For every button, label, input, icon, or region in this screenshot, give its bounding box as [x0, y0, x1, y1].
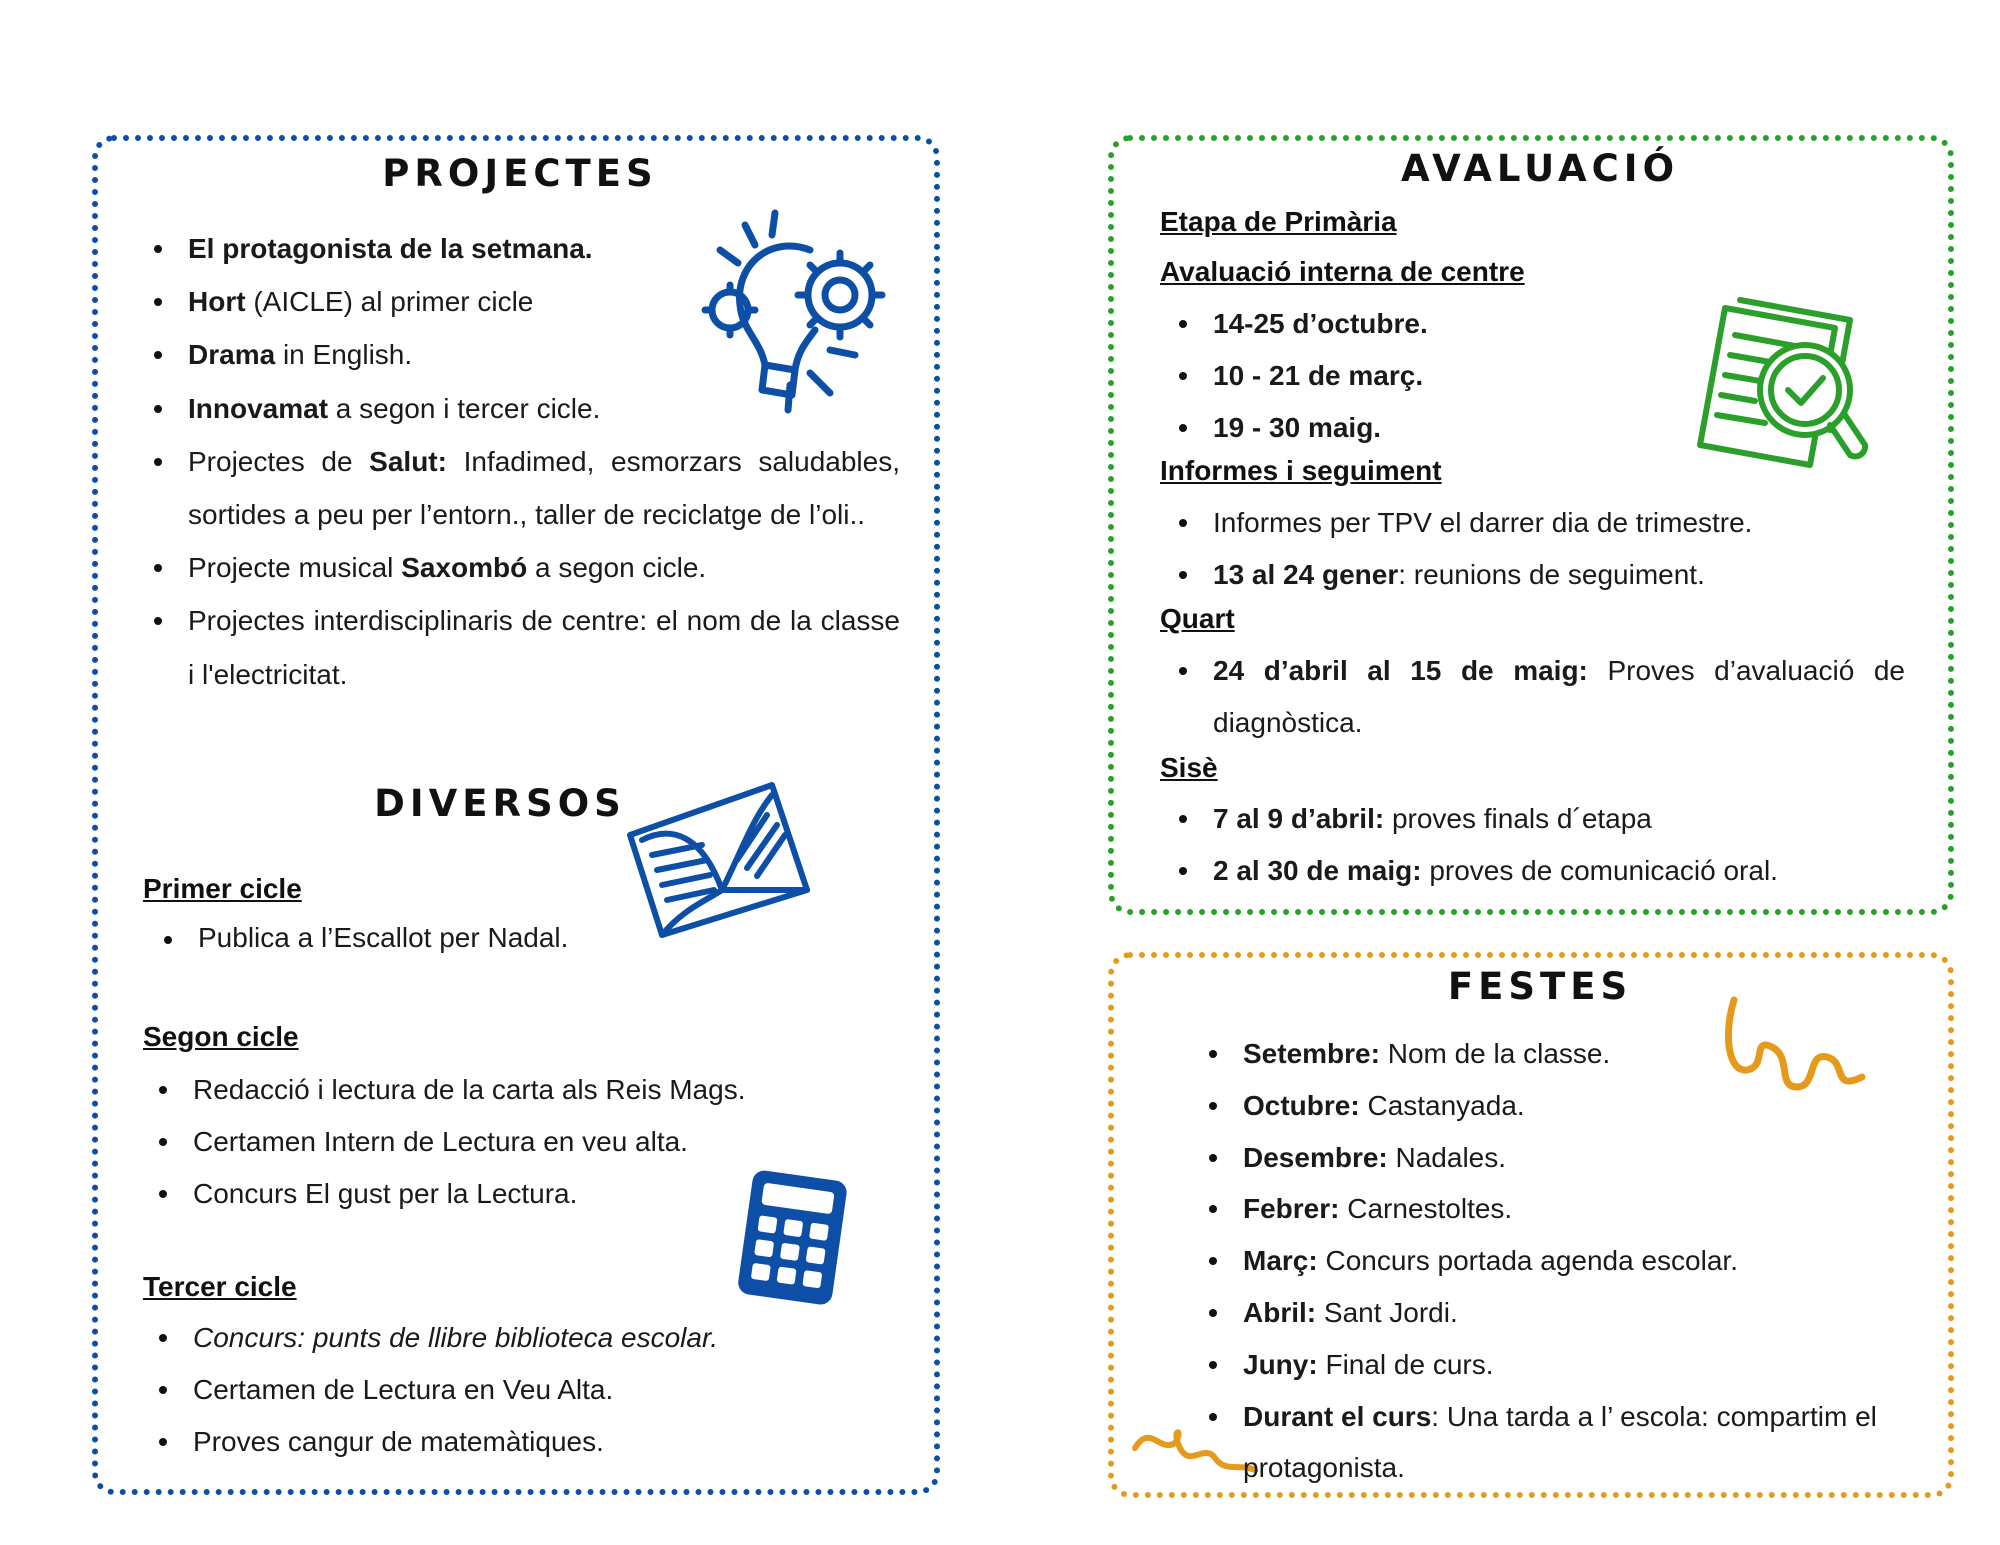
- list-item: Publica a l’Escallot per Nadal.: [150, 920, 850, 956]
- list-item: Certamen de Lectura en Veu Alta.: [145, 1364, 905, 1416]
- quart-list: [1165, 645, 1905, 749]
- list-item: 2 al 30 de maig: proves de comunicació oral.: [1165, 845, 1915, 897]
- diversos-title: DIVERSOS: [374, 782, 626, 825]
- avaluacio-title: AVALUACIÓ: [1400, 147, 1680, 190]
- informes-list: [1165, 497, 1915, 601]
- list-item: Certamen Intern de Lectura en veu alta.: [145, 1116, 845, 1168]
- list-item: Innovamat a segon i tercer cicle.: [140, 382, 900, 435]
- avaluacio-interna-list: [1165, 298, 1765, 453]
- sise-label: Sisè: [1160, 752, 1218, 783]
- avaluacio-interna-label: Avaluació interna de centre: [1160, 256, 1525, 287]
- festes-title: FESTES: [1447, 965, 1633, 1008]
- list-item: Projecte musical Saxombó a segon cicle.: [140, 541, 900, 594]
- list-item: Projectes de Salut: Infadimed, esmorzars saludables, sortides a peu per l’entorn., taller de reciclatge de l’oli..: [140, 435, 900, 541]
- calculator-icon: [735, 1170, 850, 1305]
- projectes-title: PROJECTES: [382, 152, 658, 195]
- list-item: Març: Concurs portada agenda escolar.: [1195, 1235, 1895, 1287]
- lightbulb-gears-icon: [690, 205, 905, 420]
- tercer-cicle-list: [145, 1312, 905, 1467]
- list-item: Febrer: Carnestoltes.: [1195, 1183, 1895, 1235]
- list-item: 7 al 9 d’abril: proves finals d´etapa: [1165, 793, 1915, 845]
- list-item: Setembre: Nom de la classe.: [1195, 1028, 1895, 1080]
- list-item: 13 al 24 gener: reunions de seguiment.: [1165, 549, 1915, 601]
- festes-list: [1195, 1028, 1895, 1494]
- primer-cicle-list: [150, 920, 850, 956]
- list-item: Desembre: Nadales.: [1195, 1132, 1895, 1184]
- list-item: Concurs: punts de llibre biblioteca escolar.: [145, 1312, 905, 1364]
- list-item: Proves cangur de matemàtiques.: [145, 1416, 905, 1468]
- list-item: Abril: Sant Jordi.: [1195, 1287, 1895, 1339]
- tercer-cicle-label: Tercer cicle: [143, 1271, 297, 1302]
- sise-list: [1165, 793, 1915, 897]
- etapa-label: Etapa de Primària: [1160, 206, 1397, 237]
- list-item: 19 - 30 maig.: [1165, 402, 1765, 454]
- list-item: 14-25 d’octubre.: [1165, 298, 1765, 350]
- list-item: 24 d’abril al 15 de maig: Proves d’avaluació de diagnòstica.: [1165, 645, 1905, 749]
- list-item: Drama in English.: [140, 328, 900, 381]
- list-item: Projectes interdisciplinaris de centre: el nom de la classe i l'electricitat.: [140, 594, 900, 700]
- list-item: 10 - 21 de març.: [1165, 350, 1765, 402]
- list-item: El protagonista de la setmana.: [140, 222, 900, 275]
- list-item: Durant el curs: Una tarda a l’ escola: compartim el protagonista.: [1195, 1391, 1895, 1495]
- segon-cicle-label: Segon cicle: [143, 1021, 299, 1052]
- list-item: Octubre: Castanyada.: [1195, 1080, 1895, 1132]
- informes-label: Informes i seguiment: [1160, 455, 1442, 486]
- list-item: Informes per TPV el darrer dia de trimestre.: [1165, 497, 1915, 549]
- list-item: Juny: Final de curs.: [1195, 1339, 1895, 1391]
- list-item: Concurs El gust per la Lectura.: [145, 1168, 845, 1220]
- list-item: Redacció i lectura de la carta als Reis Mags.: [145, 1064, 845, 1116]
- document-check-magnifier-icon: [1695, 290, 1875, 490]
- quart-label: Quart: [1160, 603, 1235, 634]
- primer-cicle-label: Primer cicle: [143, 873, 302, 904]
- list-item: Hort (AICLE) al primer cicle: [140, 275, 900, 328]
